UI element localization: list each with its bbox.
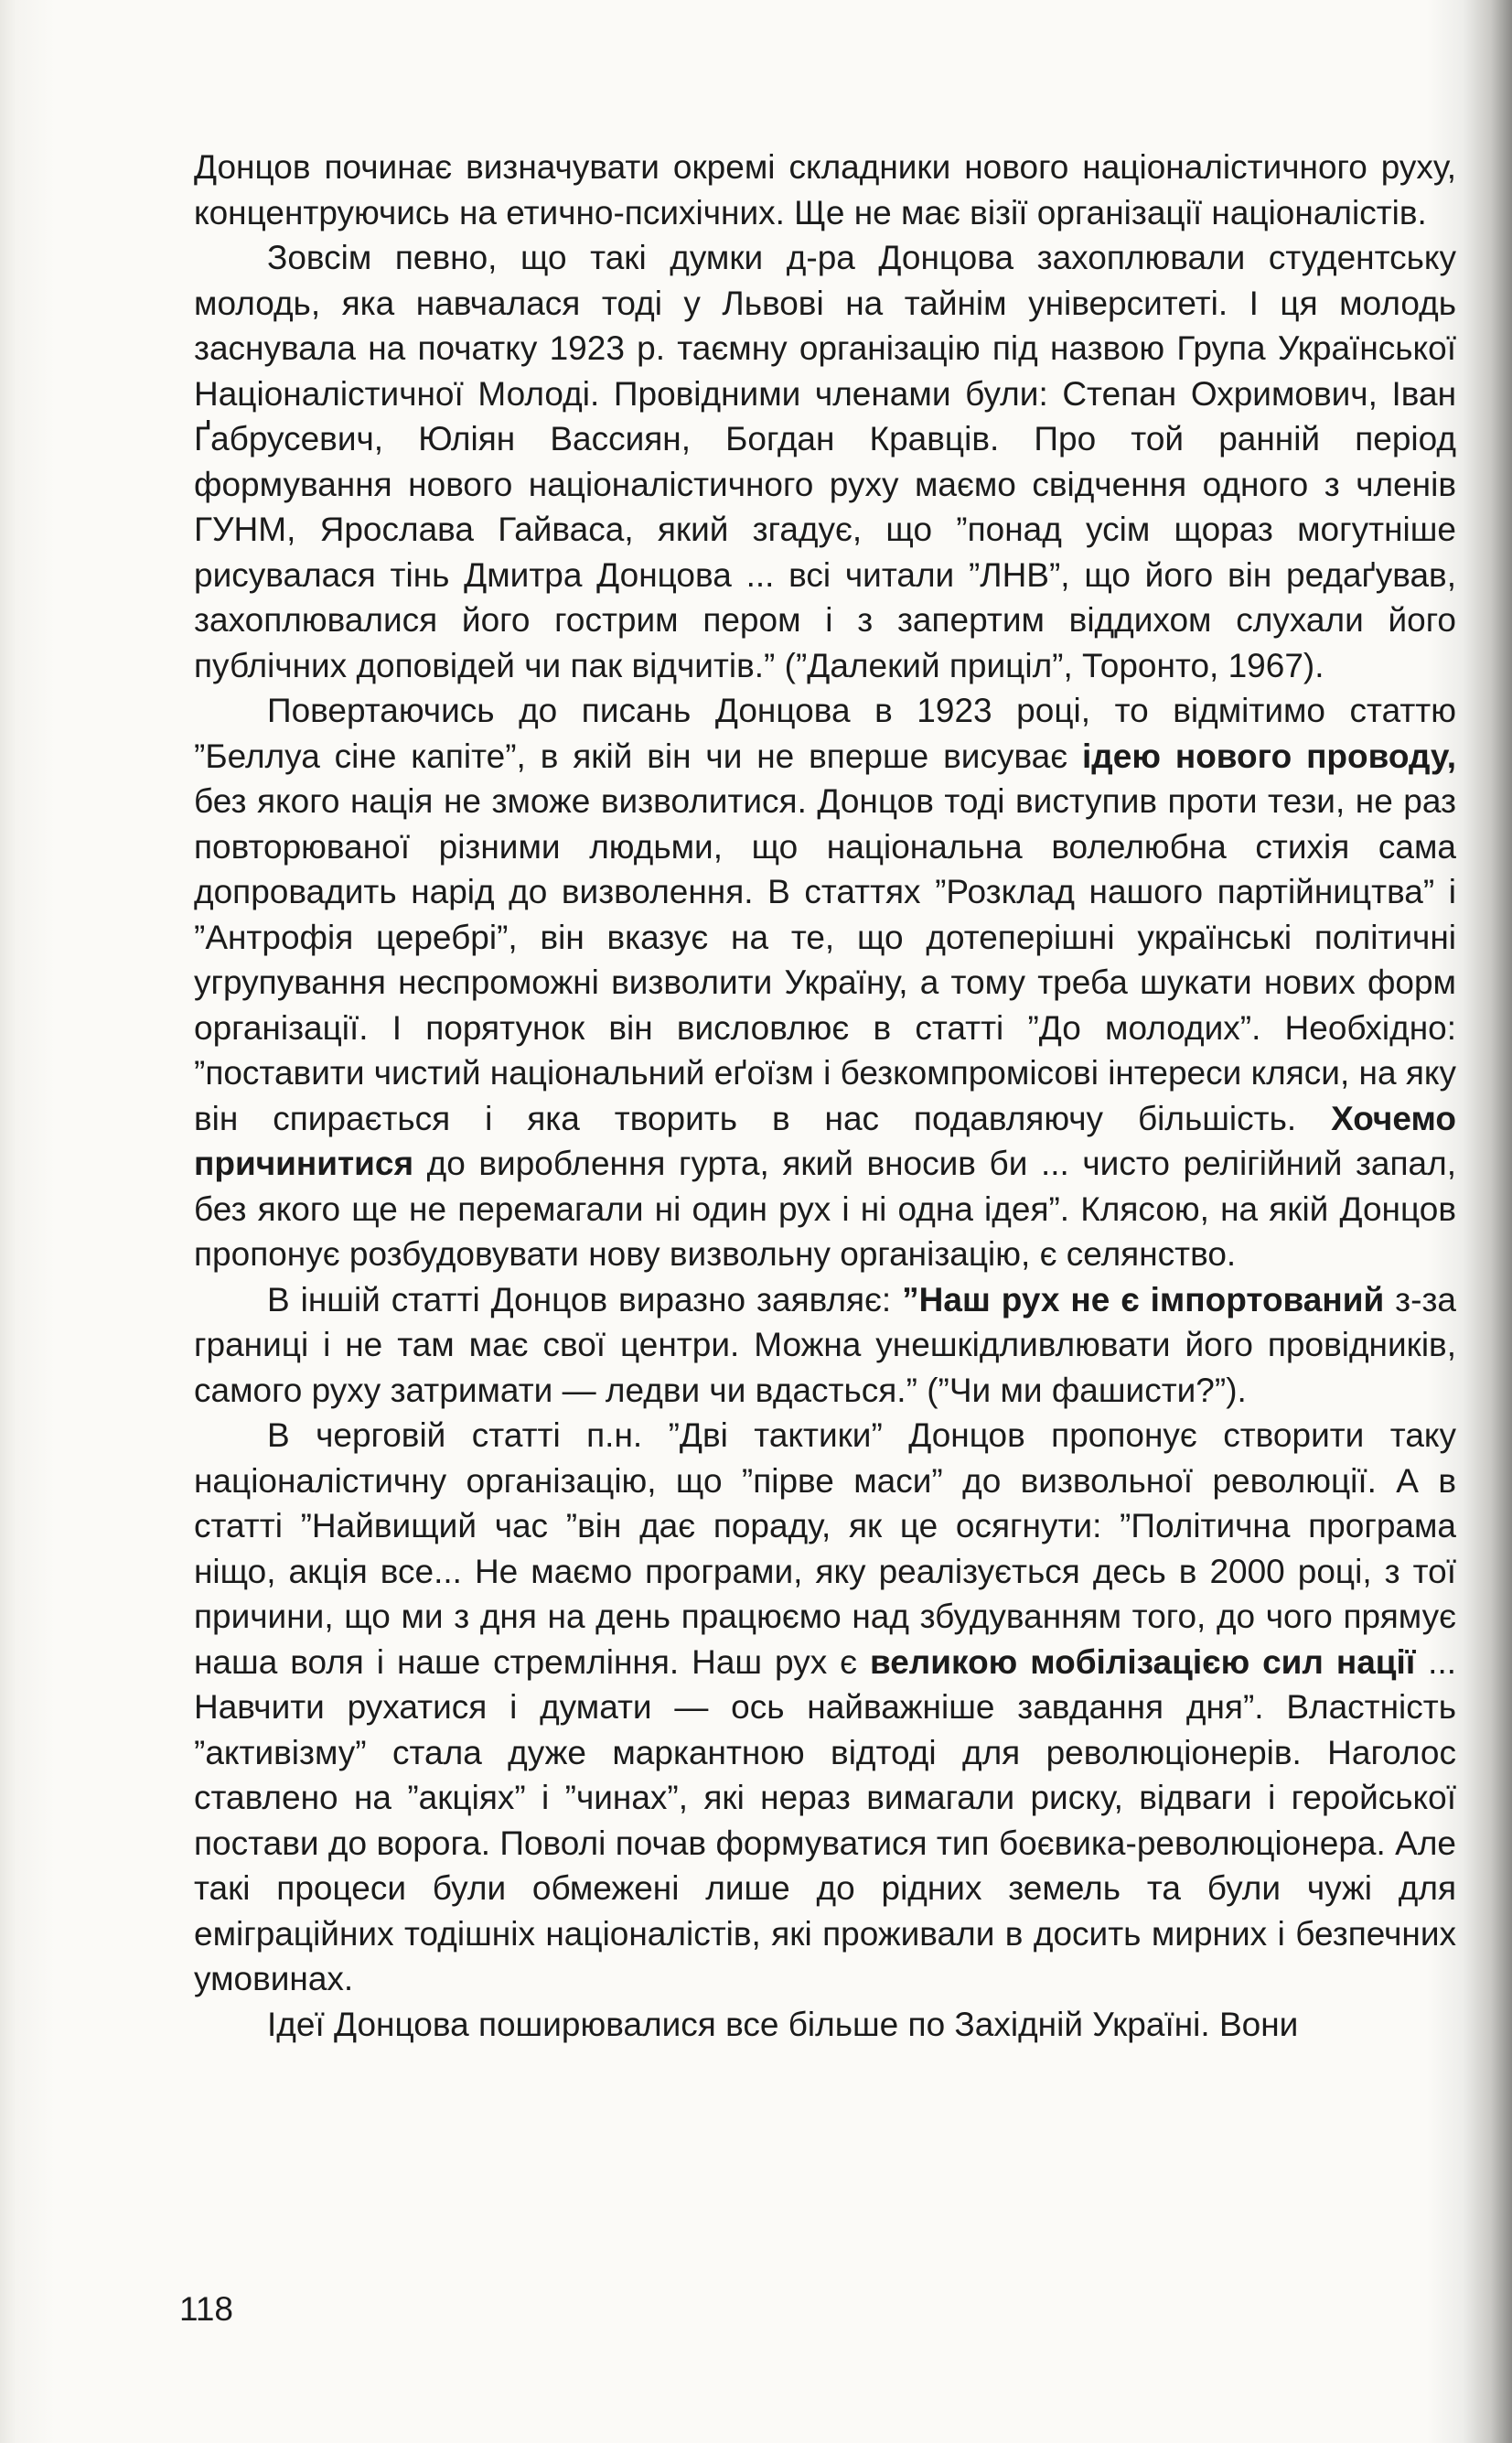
paragraph-1: [194, 145, 1456, 235]
text-run: з-за границі і не там має свої центри. Можна унешкідливлювати його провідників, самого руху затримати — ледви чи вдасться.” (”Чи ми фашисти?”).: [194, 1280, 1456, 1409]
text-run: Повертаючись до писань Донцова в 1923 році, то відмітимо статтю ”Беллуа сіне капіте”, в якій він чи не вперше висуває: [194, 692, 1456, 775]
text-run: Донцов починає визначувати окремі складники нового націоналістичного руху, концентруючись на етично-психічних. Ще не має візії організації націоналістів.: [194, 148, 1456, 231]
body-text: [194, 145, 1456, 2047]
bold-text-run: ідею нового проводу,: [1082, 737, 1456, 775]
text-run: Ідеї Донцова поширювалися все більше по Західній Україні. Вони: [267, 2005, 1299, 2043]
bold-text-run: великою мобілізацією сил нації: [869, 1642, 1416, 1681]
text-run: без якого нація не зможе визволитися. Донцов тоді виступив проти тези, не раз повторюваної різними людьми, що національна волелюбна стихія сама допровадить нарід до визволення. В статтях ”Розклад нашого партійництва” і ”Антрофія церебрі”, він вказує на те, що дотеперішні українські політичні угрупування неспроможні визволити Україну, а тому треба шукати нових форм організації. І порятунок він висловлює в статті ”До молодих”. Необхідно: ”поставити чистий національний еґоїзм і безкомпромісові інтереси кляси, на яку він спирається і яка творить в нас подавляючу більшість.: [194, 782, 1456, 1137]
paragraph-5: [194, 1413, 1456, 2002]
text-run: Зовсім певно, що такі думки д-ра Донцова захоплювали студентську молодь, яка навчалася тоді у Львові на тайнім університеті. І ця молодь заснувала на початку 1923 р. таємну організацію під назвою Група Української Націоналістичної Молоді. Провідними членами були: Степан Охримович, Іван Ґабрусевич, Юліян Вассиян, Богдан Кравців. Про той ранній період формування нового націоналістичного руху маємо свідчення одного з членів ГУНМ, Ярослава Гайваса, який згадує, що ”понад усім щораз могутніше рисувалася тінь Дмитра Донцова ... всі читали ”ЛНВ”, що його він редаґував, захоплювалися його гострим пером і з запертим віддихом слухали його публічних доповідей чи пак відчитів.” (”Далекий приціл”, Торонто, 1967).: [194, 239, 1456, 684]
bold-text-run: Хочемо причинитися: [194, 1099, 1456, 1182]
paragraph-4: [194, 1277, 1456, 1414]
paragraph-2: [194, 235, 1456, 688]
paragraph-3: [194, 688, 1456, 1277]
text-run: В черговій статті п.н. ”Дві тактики” Донцов пропонує створити таку націоналістичну організацію, що ”пірве маси” до визвольної революції. А в статті ”Найвищий час ”він дає пораду, як це осягнути: ”Політична програма ніщо, акція все... Не маємо програми, яку реалізується десь в 2000 році, з тої причини, що ми з дня на день працюємо над збудуванням того, до чого прямує наша воля і наше стремління. Наш рух є: [194, 1416, 1456, 1681]
text-run: до вироблення гурта, який вносив би ... чисто релігійний запал, без якого ще не перемагали ні один рух і ні одна ідея”. Клясою, на якій Донцов пропонує розбудовувати нову визвольну організацію, є селянство.: [194, 1145, 1456, 1273]
page-number: 118: [179, 2290, 233, 2328]
bold-text-run: ”Наш рух не є імпортований: [902, 1280, 1385, 1318]
paragraph-6: [194, 2002, 1456, 2048]
text-run: ... Навчити рухатися і думати — ось найважніше завдання дня”. Властність ”активізму” стала дуже маркантною відтоді для революціонерів. Наголос ставлено на ”акціях” і ”чинах”, які нераз вимагали риску, відваги і геройської постави до ворога. Поволі почав формуватися тип боєвика-революціонера. Але такі процеси були обмежені лише до рідних земель та були чужі для еміграційних тодішніх націоналістів, які проживали в досить мирних і безпечних умовинах.: [194, 1642, 1457, 1997]
text-run: В іншій статті Донцов виразно заявляє:: [267, 1280, 903, 1318]
